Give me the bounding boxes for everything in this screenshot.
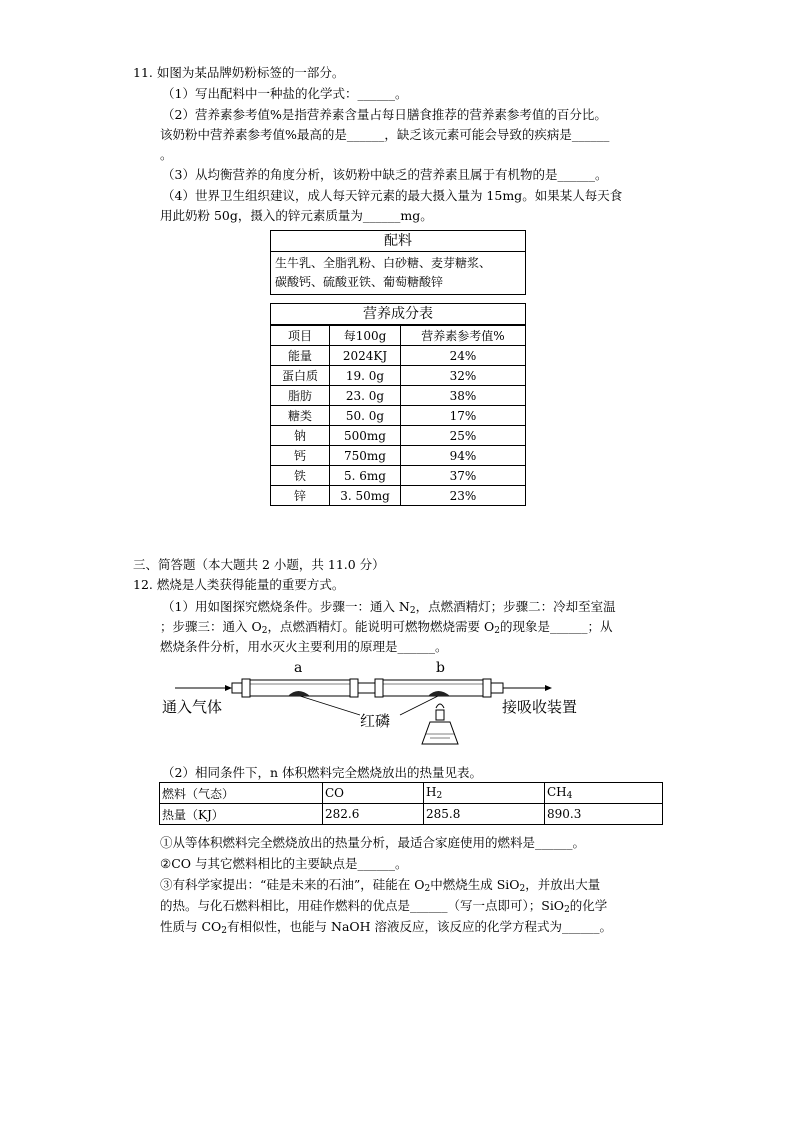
- table-cell: 热量（KJ）: [160, 804, 323, 825]
- q11-part2-line2: 该奶粉中营养素参考值%最高的是______，缺乏该元素可能会导致的疾病是______: [160, 127, 610, 142]
- column-header: 项目: [271, 326, 330, 346]
- q11-part1: （1）写出配料中一种盐的化学式：______。: [162, 86, 408, 101]
- table-cell: 94%: [401, 446, 526, 466]
- tube-label-a: a: [294, 660, 303, 676]
- q11-part4-line1: （4）世界卫生组织建议，成人每天锌元素的最大摄入量为 15mg。如果某人每天食: [162, 188, 623, 203]
- table-row: [271, 486, 525, 506]
- table-cell: 燃料（气态）: [160, 783, 323, 804]
- table-row: [271, 466, 525, 486]
- q12-part2: （2）相同条件下，n 体积燃料完全燃烧放出的热量见表。: [162, 765, 482, 780]
- table-cell: 23%: [401, 486, 526, 506]
- tube-label-b: b: [436, 660, 445, 676]
- q12-sub2: ②CO 与其它燃料相比的主要缺点是______。: [160, 856, 408, 871]
- q12-part1-line2: ；步骤三：通入 $O_2$，点燃酒精灯。能说明可燃物燃烧需要 $O_2$的现象是______；从: [160, 619, 613, 636]
- table-row: [271, 446, 525, 466]
- q11-part2-line1: （2）营养素参考值%是指营养素含量占每日膳食推荐的营养素参考值的百分比。: [162, 107, 607, 122]
- q11-part3: （3）从均衡营养的角度分析，该奶粉中缺乏的营养素且属于有机物的是______。: [162, 167, 608, 182]
- column-header: 营养素参考值%: [401, 326, 526, 346]
- table-cell: 23. 0g: [330, 386, 401, 406]
- table-cell: 脂肪: [271, 386, 330, 406]
- table-cell: 890.3: [545, 804, 663, 825]
- q11-part2-line3: 。: [160, 147, 173, 162]
- table-cell: 282.6: [323, 804, 424, 825]
- ingredients-header: 配料: [271, 231, 525, 252]
- table-cell: 锌: [271, 486, 330, 506]
- ingredients-line2: 碳酸钙、硫酸亚铁、葡萄糖酸锌: [275, 275, 444, 289]
- q12-sub3-line1: ③有科学家提出：“硅是未来的石油”，硅能在 $O_2$中燃烧生成 SiO$_2$，并放出大量: [160, 877, 601, 894]
- table-cell: 17%: [401, 406, 526, 426]
- table-cell: 糖类: [271, 406, 330, 426]
- table-cell: 3. 50mg: [330, 486, 401, 506]
- table-row: [160, 783, 663, 804]
- q12-part1-line1: （1）用如图探究燃烧条件。步骤一：通入 $N_2$，点燃酒精灯；步骤二：冷却至室温: [162, 599, 616, 616]
- fuel-heat-table: [159, 782, 663, 825]
- table-cell: 32%: [401, 366, 526, 386]
- table-cell: CO: [323, 783, 424, 804]
- q11-part4-line2: 用此奶粉 50g，摄入的锌元素质量为______mg。: [160, 208, 433, 223]
- q12-part1-line3: 燃烧条件分析，用水灭火主要利用的原理是______。: [160, 639, 448, 654]
- ingredients-line1: 生牛乳、全脂乳粉、白砂糖、麦芽糖浆、: [275, 256, 492, 270]
- table-row: [271, 346, 525, 366]
- table-cell: 285.8: [424, 804, 545, 825]
- q11-stem: 11. 如图为某品牌奶粉标签的一部分。: [133, 65, 345, 80]
- table-cell: 750mg: [330, 446, 401, 466]
- table-cell: 38%: [401, 386, 526, 406]
- table-cell: 24%: [401, 346, 526, 366]
- table-row: [271, 386, 525, 406]
- nutrition-column-headers: [271, 326, 525, 346]
- table-cell: 500mg: [330, 426, 401, 446]
- q12-sub3-line2: 的热。与化石燃料相比，用硅作燃料的优点是______（写一点即可）；SiO$_2$的化学: [160, 898, 608, 915]
- table-cell: $H_2$: [424, 783, 545, 804]
- table-cell: 5. 6mg: [330, 466, 401, 486]
- table-cell: $CH_4$: [545, 783, 663, 804]
- section-heading: 三、简答题（本大题共 2 小题，共 11.0 分）: [133, 557, 385, 572]
- nutrition-header: 营养成分表: [271, 304, 525, 325]
- red-phosphorus-label: 红磷: [360, 712, 391, 730]
- table-cell: 25%: [401, 426, 526, 446]
- absorber-label: 接吸收装置: [502, 698, 578, 716]
- table-row: [271, 406, 525, 426]
- q12-sub3-line3: 性质与 $CO_2$有相似性，也能与 NaOH 溶液反应，该反应的化学方程式为______。: [160, 919, 613, 936]
- table-cell: 2024KJ: [330, 346, 401, 366]
- gas-inlet-label: 通入气体: [162, 698, 223, 716]
- ingredients-box: [270, 230, 526, 295]
- table-row: [160, 804, 663, 825]
- combustion-apparatus-diagram: [160, 660, 600, 760]
- column-header: 每100g: [330, 326, 401, 346]
- table-cell: 50. 0g: [330, 406, 401, 426]
- table-cell: 蛋白质: [271, 366, 330, 386]
- table-cell: 钠: [271, 426, 330, 446]
- q12-stem: 12. 燃烧是人类获得能量的重要方式。: [133, 577, 345, 592]
- table-cell: 钙: [271, 446, 330, 466]
- table-cell: 能量: [271, 346, 330, 366]
- table-cell: 37%: [401, 466, 526, 486]
- nutrition-table: [270, 303, 526, 506]
- q12-sub1: ①从等体积燃料完全燃烧放出的热量分析，最适合家庭使用的燃料是______。: [160, 835, 586, 850]
- table-row: [271, 366, 525, 386]
- table-cell: 铁: [271, 466, 330, 486]
- table-row: [271, 426, 525, 446]
- table-cell: 19. 0g: [330, 366, 401, 386]
